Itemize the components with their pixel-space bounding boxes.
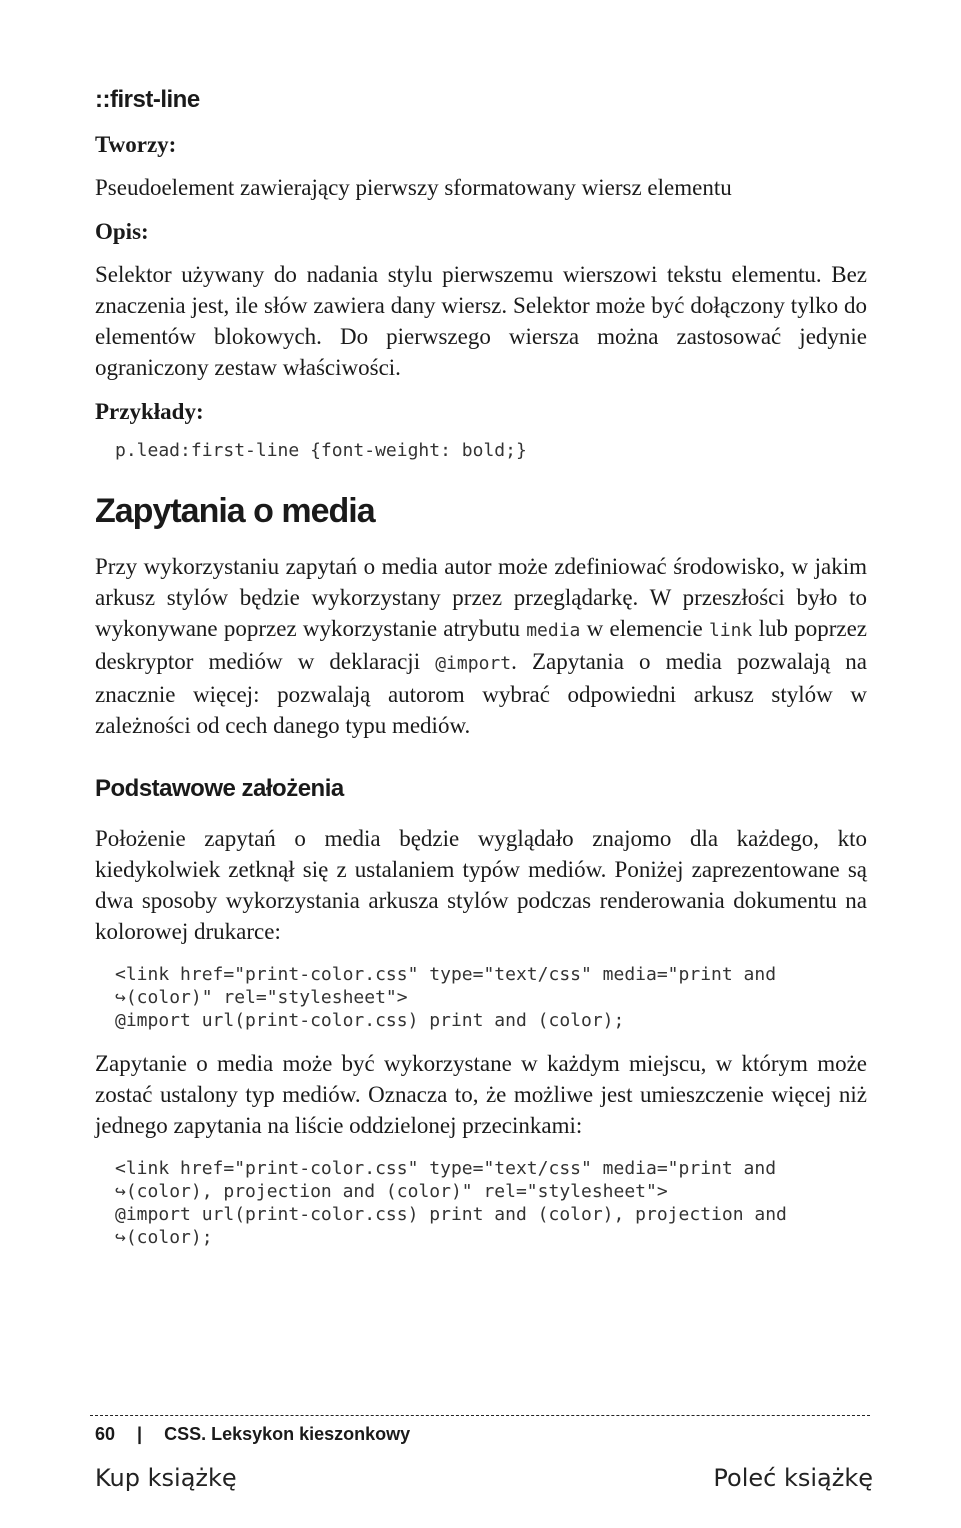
- description-label: Opis:: [95, 219, 149, 244]
- code-line: [115, 1226, 867, 1249]
- code-line-text: (color);: [125, 1227, 213, 1248]
- examples-label: Przykłady:: [95, 399, 204, 424]
- continuation-arrow-icon: ↪: [115, 1181, 126, 1202]
- example-code: p.lead:first-line {font-weight: bold;}: [115, 440, 527, 461]
- creates-text: Pseudoelement zawierający pierwszy sformatowany wiersz elementu: [95, 175, 732, 200]
- code-line: @import url(print-color.css) print and (color);: [115, 1010, 625, 1031]
- continuation-arrow-icon: ↪: [115, 1227, 126, 1248]
- section-intro: [95, 551, 867, 741]
- footer-separator: |: [137, 1424, 143, 1444]
- intro-text-3: lub poprzez deskryptor mediów w deklaracji: [95, 616, 867, 674]
- code-line: <link href="print-color.css" type="text/css" media="print and: [115, 1158, 777, 1179]
- description-text: Selektor używany do nadania stylu pierwszemu wierszowi tekstu elementu. Bez znaczenia jest, ile słów zawiera dany wiersz. Selektor może być dołączony tylko do elementów blokowych. Do pierwszego wiersza można zastosować jedynie ograniczony zestaw właściwości.: [95, 262, 867, 380]
- page-content: [95, 78, 867, 1265]
- footer-divider: [90, 1415, 870, 1416]
- code-line-text: (color), projection and (color)" rel="stylesheet">: [125, 1181, 668, 1202]
- subsection-para-1: Położenie zapytań o media będzie wyglądało znajomo dla każdego, kto kiedykolwiek zetknął się z ustalaniem typów mediów. Poniżej zaprezentowane są dwa sposoby wykorzystania arkusza stylów podczas renderowania dokumentu na kolorowej drukarce:: [95, 826, 867, 944]
- code-block-2: [115, 1157, 867, 1249]
- code-line: @import url(print-color.css) print and (color), projection and: [115, 1204, 787, 1225]
- intro-text-4: . Zapytania o media pozwalają na znacznie więcej: pozwalają autorom wybrać odpowiedni arkusz stylów w zależności od cech danego typu mediów.: [95, 649, 867, 738]
- book-title: CSS. Leksykon kieszonkowy: [164, 1424, 411, 1444]
- inline-code-import: @import: [435, 653, 512, 674]
- inline-code-media: media: [526, 620, 581, 641]
- buy-book-link[interactable]: Kup książkę: [95, 1464, 237, 1492]
- page-footer: [95, 1424, 410, 1445]
- recommend-book-link[interactable]: Poleć książkę: [713, 1464, 873, 1492]
- section-heading: Zapytania o media: [95, 492, 375, 530]
- subsection-heading: Podstawowe założenia: [95, 775, 344, 802]
- code-line: [115, 1180, 867, 1203]
- code-block-1: [115, 963, 867, 1032]
- page-number: 60: [95, 1424, 116, 1444]
- selector-title: ::first-line: [95, 86, 200, 113]
- creates-label: Tworzy:: [95, 132, 177, 157]
- subsection-para-2: Zapytanie o media może być wykorzystane w każdym miejscu, w którym może zostać ustalony typ mediów. Oznacza to, że możliwe jest umieszczenie więcej niż jednego zapytania na liście oddzielonej przecinkami:: [95, 1051, 867, 1138]
- continuation-arrow-icon: ↪: [115, 987, 126, 1008]
- intro-text-1: Przy wykorzystaniu zapytań o media autor może zdefiniować środowisko, w jakim arkusz stylów będzie wykorzystany przez przeglądarkę. W przeszłości było to wykonywane poprzez wykorzystanie atrybutu: [95, 554, 867, 641]
- intro-text-2: w elemencie: [580, 616, 709, 641]
- code-line-text: (color)" rel="stylesheet">: [125, 987, 408, 1008]
- inline-code-link: link: [708, 620, 753, 641]
- code-line: [115, 986, 867, 1009]
- code-line: <link href="print-color.css" type="text/css" media="print and: [115, 964, 777, 985]
